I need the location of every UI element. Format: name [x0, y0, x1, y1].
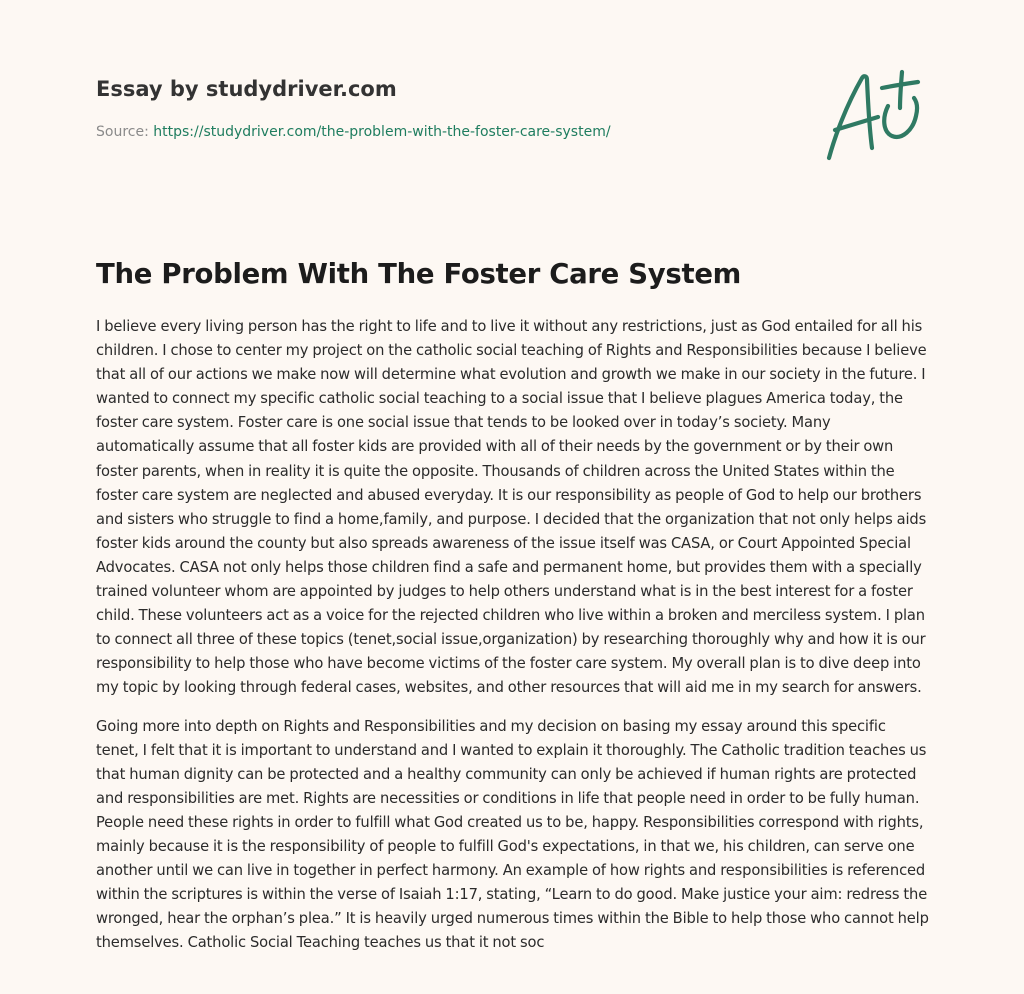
essay-title: The Problem With The Foster Care System: [96, 258, 742, 290]
essay-header: [96, 74, 796, 142]
source-link[interactable]: https://studydriver.com/the-problem-with-the-foster-care-system/: [153, 124, 611, 140]
essay-body: [96, 315, 930, 994]
source-label: Source:: [96, 124, 149, 140]
source-line: [96, 122, 796, 142]
a-plus-grade-logo-icon: [818, 66, 930, 166]
brand-title: Essay by studydriver.com: [96, 77, 397, 101]
essay-paragraph: Going more into depth on Rights and Responsibilities and my decision on basing my essay around this specific tenet, I felt that it is important to understand and I wanted to explain it thoroughly. The Catholic tradition teaches us that human dignity can be protected and a healthy community can only be achieved if human rights are protected and responsibilities are met. Rights are necessities or conditions in life that people need in order to be fully human. People need these rights in order to fulfill what God created us to be, happy. Responsibilities correspond with rights, mainly because it is the responsibility of people to fulfill God's expectations, in that we, his children, can serve one another until we can live in together in perfect harmony. An example of how rights and responsibilities is referenced within the scriptures is within the verse of Isaiah 1:17, stating, “Learn to do good. Make justice your aim: redress the wronged, hear the orphan’s plea.” It is heavily urged numerous times within the Bible to help those who cannot help themselves. Catholic Social Teaching teaches us that it not soc: [96, 717, 929, 952]
essay-paragraph: I believe every living person has the right to life and to live it without any restrictions, just as God entailed for all his children. I chose to center my project on the catholic social teaching of Rights and Responsibilities because I believe that all of our actions we make now will determine what evolution and growth we make in our society in the future. I wanted to connect my specific catholic social teaching to a social issue that I believe plagues America today, the foster care system. Foster care is one social issue that tends to be looked over in today’s society. Many automatically assume that all foster kids are provided with all of their needs by the government or by their own foster parents, when in reality it is quite the opposite. Thousands of children across the United States within the foster care system are neglected and abused everyday. It is our responsibility as people of God to help our brothers and sisters who struggle to find a home,family, and purpose. I decided that the organization that not only helps aids foster kids around the county but also spreads awareness of the issue itself was CASA, or Court Appointed Special Advocates. CASA not only helps those children find a safe and permanent home, but provides them with a specially trained volunteer whom are appointed by judges to help others understand what is in the best interest for a foster child. These volunteers act as a voice for the rejected children who live within a broken and merciless system. I plan to connect all three of these topics (tenet,social issue,organization) by researching thoroughly why and how it is our responsibility to help those who have become victims of the foster care system. My overall plan is to dive deep into my topic by looking through federal cases, websites, and other resources that will aid me in my search for answers.: [96, 318, 927, 697]
